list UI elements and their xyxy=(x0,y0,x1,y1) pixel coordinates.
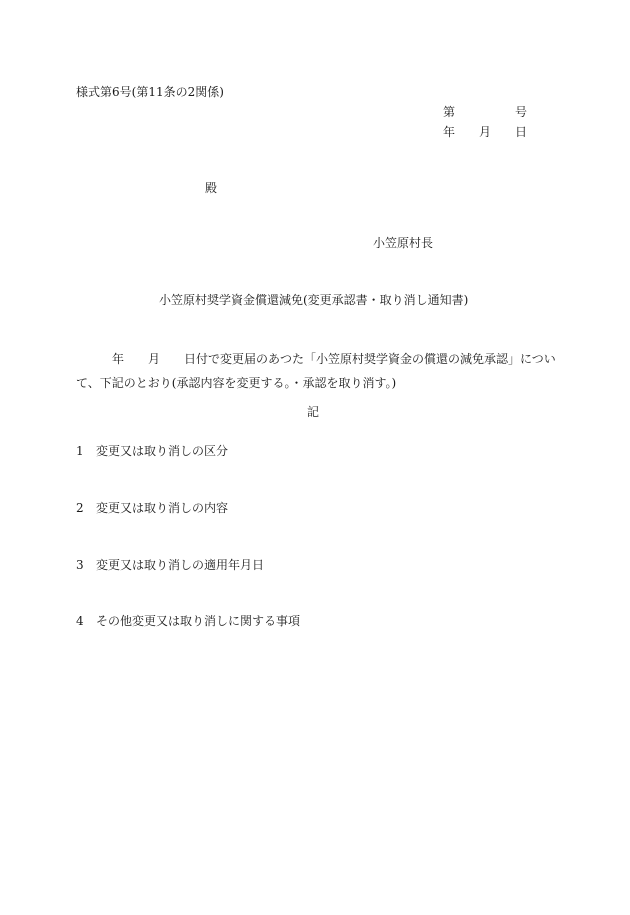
addressee-suffix: 殿 xyxy=(205,181,218,195)
date-year: 年 xyxy=(443,125,456,139)
form-id: 様式第6号(第11条の2関係) xyxy=(76,85,224,99)
body-year: 年 xyxy=(112,352,125,366)
issuer: 小笠原村長 xyxy=(373,236,434,250)
document-title: 小笠原村奨学資金償還減免(変更承認書・取り消し通知書) xyxy=(159,293,469,307)
list-item xyxy=(76,557,264,574)
body-text: 日付で変更届のあつた「小笠原村奨学資金の償還の減免承認」について、下記のとおり(承認内容を変更する。・承認を取り消す。) xyxy=(76,352,556,390)
body-paragraph xyxy=(76,347,556,395)
item-number: 3 xyxy=(76,558,84,572)
doc-number-prefix: 第 xyxy=(443,105,456,119)
item-label: 変更又は取り消しの区分 xyxy=(96,444,229,458)
list-item xyxy=(76,613,300,630)
doc-number-suffix: 号 xyxy=(515,105,528,119)
list-item xyxy=(76,443,228,460)
date-header xyxy=(443,124,527,141)
item-number: 1 xyxy=(76,444,84,458)
item-label: 変更又は取り消しの内容 xyxy=(96,501,229,515)
body-month: 月 xyxy=(148,352,161,366)
item-number: 4 xyxy=(76,614,84,628)
date-month: 月 xyxy=(479,125,492,139)
date-day: 日 xyxy=(515,125,528,139)
ki-heading: 記 xyxy=(307,405,320,419)
item-label: 変更又は取り消しの適用年月日 xyxy=(96,558,265,572)
list-item xyxy=(76,500,228,517)
doc-number xyxy=(443,104,527,121)
item-label: その他変更又は取り消しに関する事項 xyxy=(96,614,301,628)
item-number: 2 xyxy=(76,501,84,515)
